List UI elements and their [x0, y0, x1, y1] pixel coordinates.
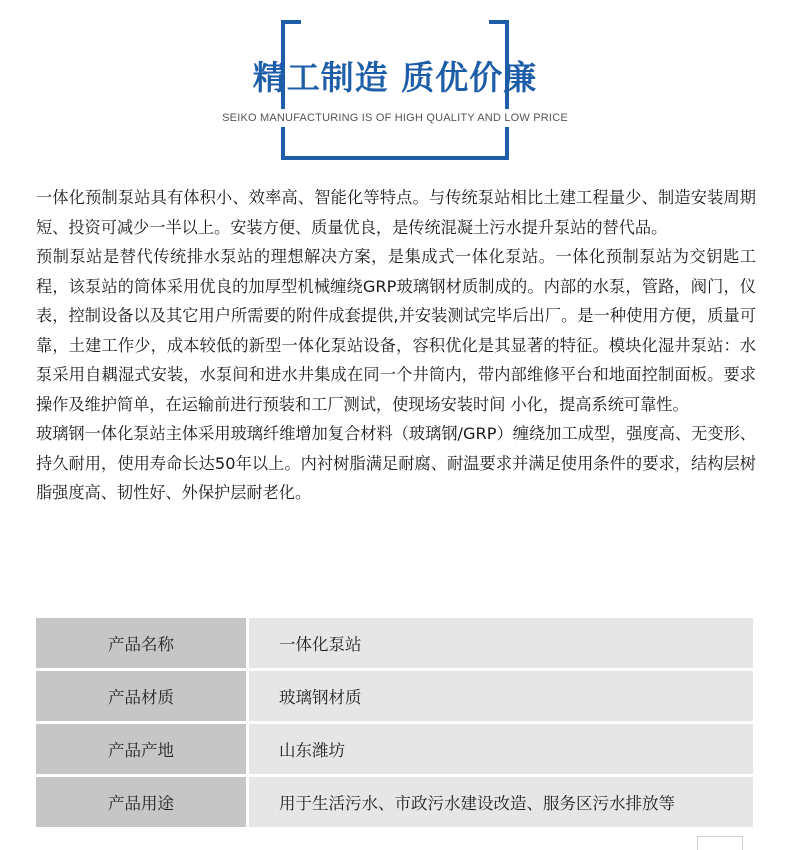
spec-label: 产品材质	[36, 670, 248, 723]
paragraph: 预制泵站是替代传统排水泵站的理想解决方案，是集成式一体化泵站。一体化预制泵站为交钥匙工程，该泵站的筒体采用优良的加厚型机械缠绕GRP玻璃钢材质制成的。内部的水泵，管路，阀门，仪表，控制设备以及其它用户所需要的附件成套提供,并安装测试完毕后出厂。是一种使用方便，质量可靠，土建工作少，成本较低的新型一体化泵站设备，容积优化是其显著的特征。模块化湿井泵站：水泵采用自耦湿式安装，水泵间和进水井集成在同一个井筒内，带内部维修平台和地面控制面板。要求操作及维护简单，在运输前进行预装和工厂测试，使现场安装时间 小化，提高系统可靠性。	[36, 247, 756, 414]
product-spec-table	[36, 618, 753, 830]
spec-value: 山东潍坊	[248, 723, 754, 776]
scroll-tab[interactable]	[697, 836, 743, 850]
spec-value: 玻璃钢材质	[248, 670, 754, 723]
frame-top-left-edge	[281, 20, 301, 24]
spec-label: 产品用途	[36, 776, 248, 829]
table-row	[36, 618, 753, 670]
page-title: 精工制造 质优价廉	[252, 58, 538, 97]
table-row	[36, 776, 753, 829]
paragraph: 玻璃钢一体化泵站主体采用玻璃纤维增加复合材料（玻璃钢/GRP）缠绕加工成型，强度高、无变形、持久耐用，使用寿命长达50年以上。内衬树脂满足耐腐、耐温要求并满足使用条件的要求，结构层树脂强度高、韧性好、外保护层耐老化。	[36, 424, 756, 502]
page-subtitle: SEIKO MANUFACTURING IS OF HIGH QUALITY AND LOW PRICE	[216, 109, 574, 127]
table-row	[36, 723, 753, 776]
description-text	[36, 183, 756, 508]
spec-label: 产品产地	[36, 723, 248, 776]
frame-bottom-edge	[281, 156, 509, 160]
subtitle-container	[0, 106, 790, 127]
frame-top-right-edge	[489, 20, 509, 24]
spec-value: 用于生活污水、市政污水建设改造、服务区污水排放等	[248, 776, 754, 829]
spec-value: 一体化泵站	[248, 618, 754, 670]
spec-label: 产品名称	[36, 618, 248, 670]
table-row	[36, 670, 753, 723]
paragraph: 一体化预制泵站具有体积小、效率高、智能化等特点。与传统泵站相比土建工程量少、制造安装周期短、投资可减少一半以上。安装方便、质量优良，是传统混凝土污水提升泵站的替代品。	[36, 188, 756, 237]
